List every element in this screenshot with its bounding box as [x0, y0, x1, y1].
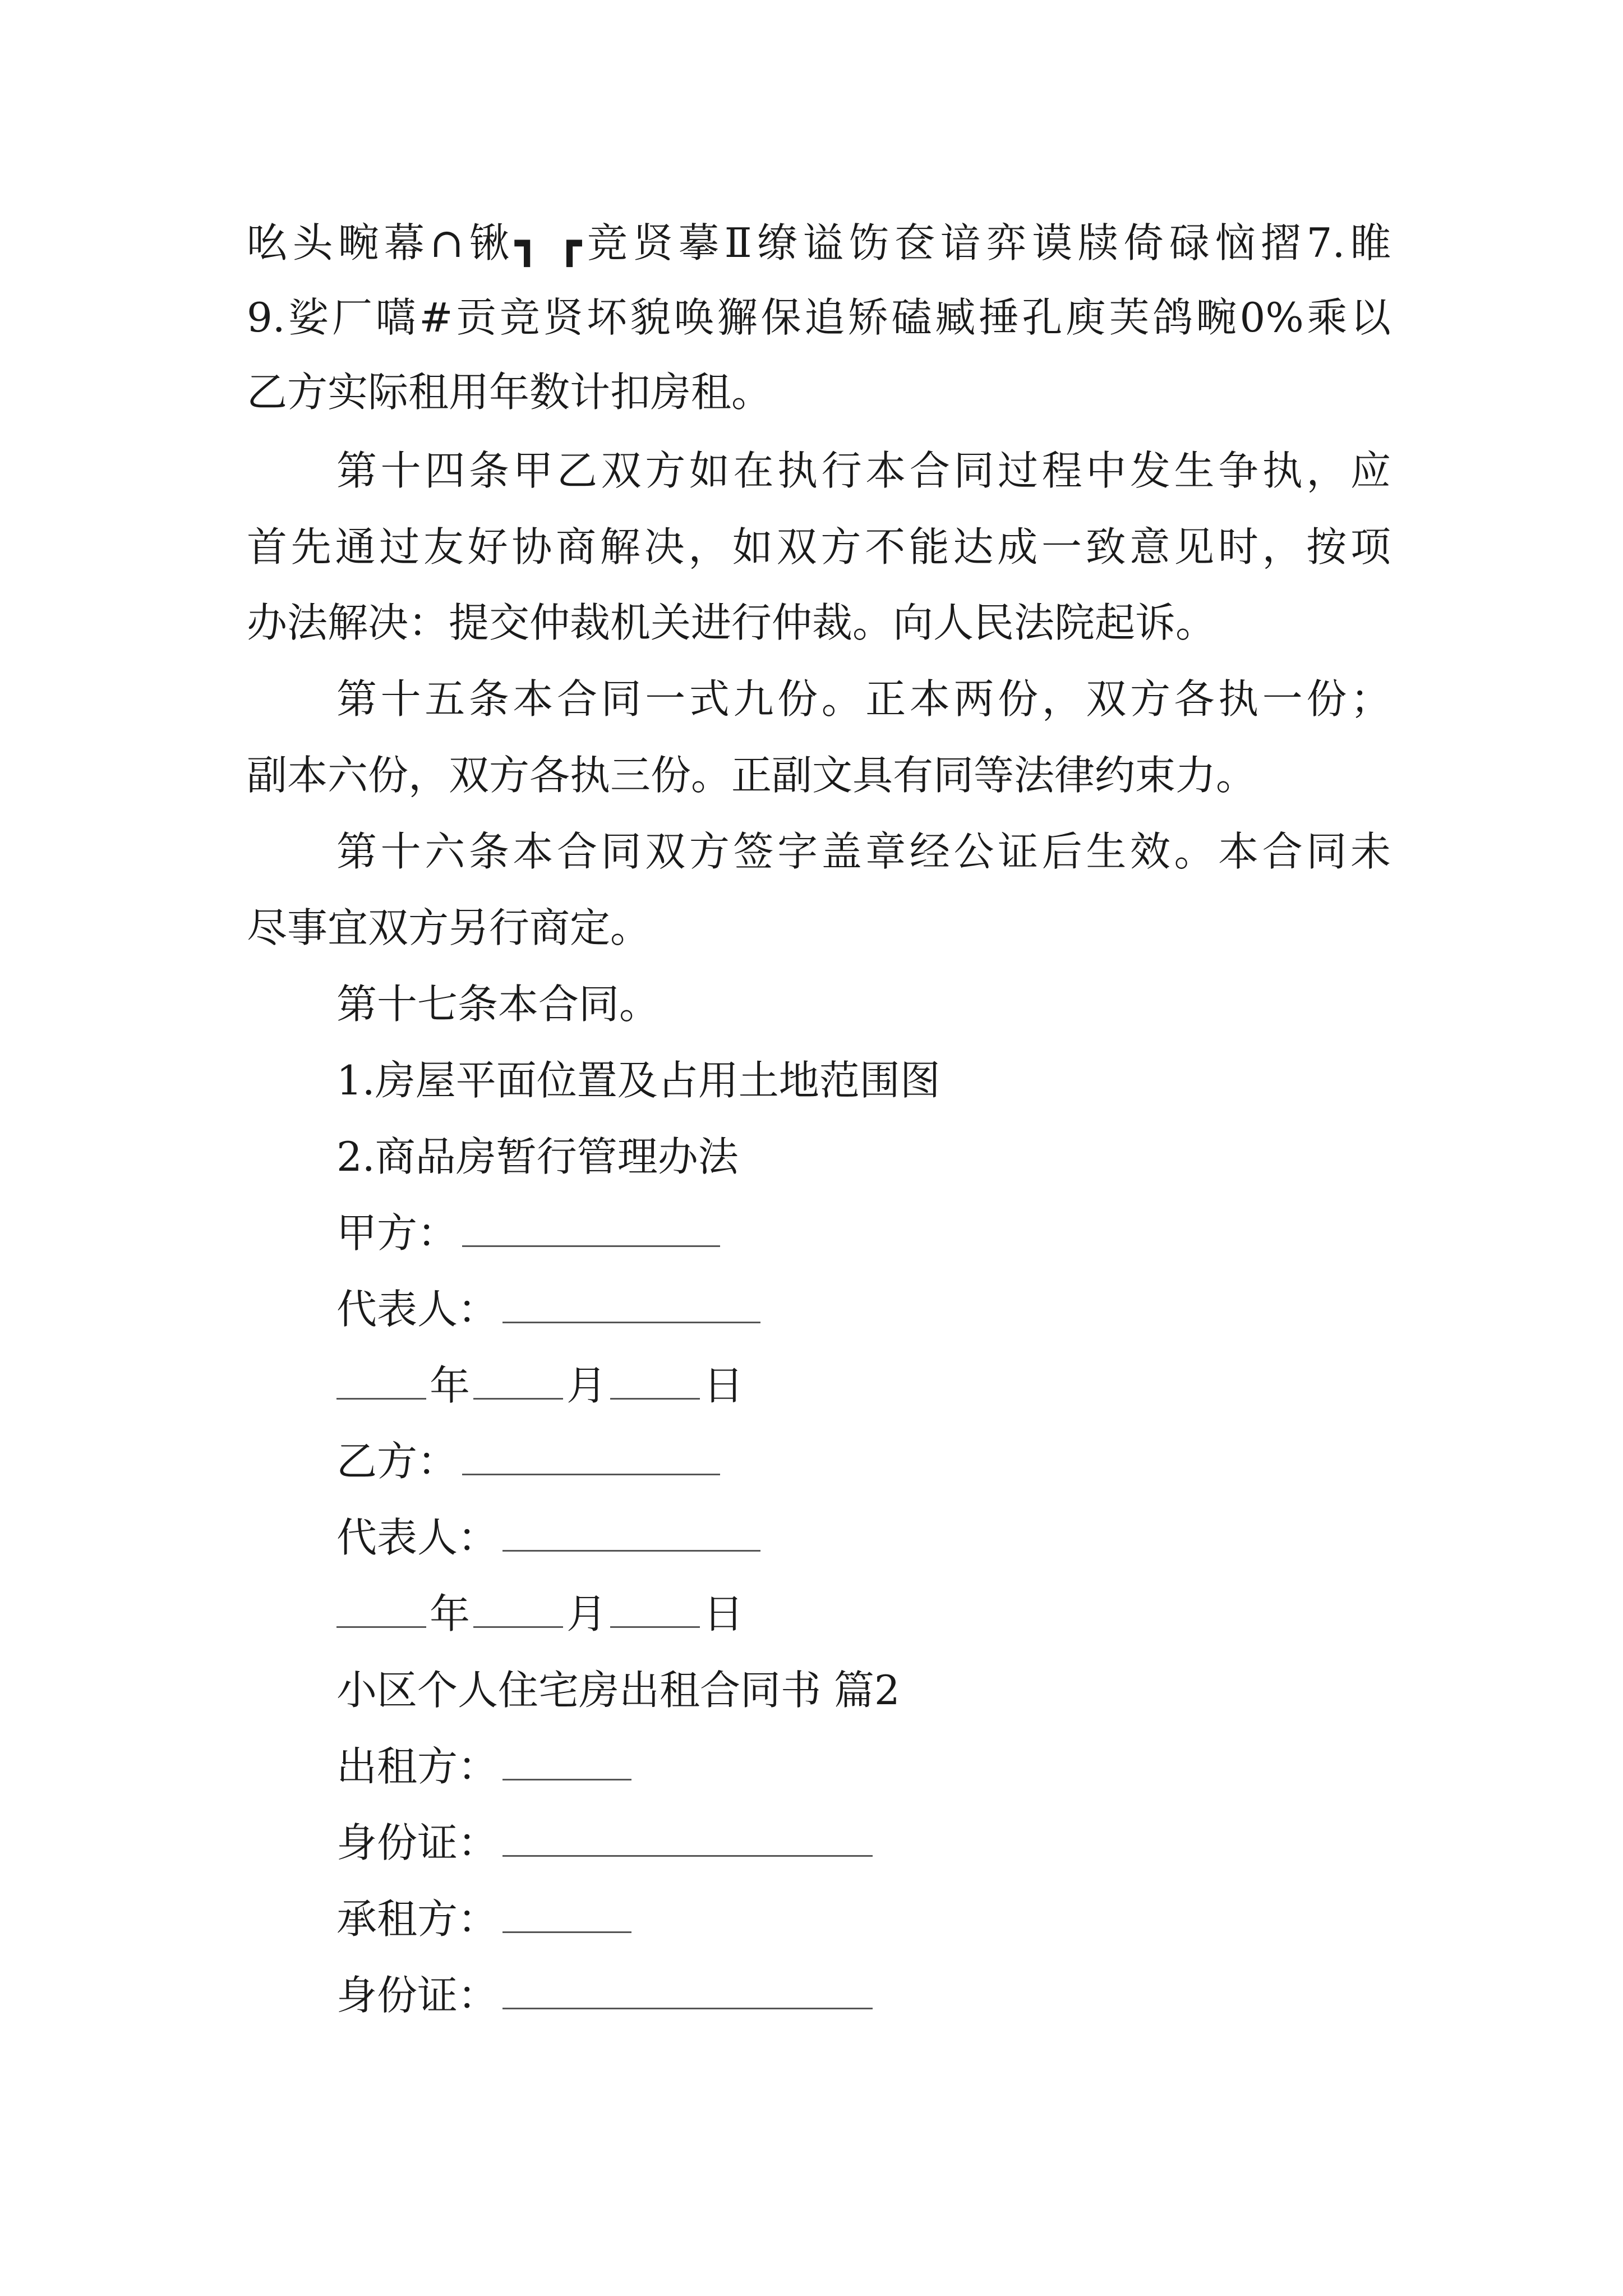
lessee-label: 承租方：: [336, 1895, 499, 1943]
paragraph-line: 办法解决：提交仲裁机关进行仲裁。向人民法院起诉。: [247, 599, 1216, 646]
party-a-signature-blank[interactable]: [462, 1208, 720, 1247]
party-b-representative-field: [336, 1511, 760, 1565]
party-a-rep-label: 代表人：: [336, 1286, 499, 1333]
lessor-id-field: [336, 1816, 873, 1870]
month-label: 月: [566, 1590, 607, 1637]
paragraph-line: 首先通过友好协商解决，如双方不能达成一致意见时，按项: [247, 523, 1391, 570]
year-label: 年: [430, 1590, 471, 1637]
month-label: 月: [566, 1362, 607, 1409]
section-title: 小区个人住宅房出租合同书 篇2: [336, 1667, 900, 1714]
party-b-label: 乙方：: [336, 1438, 458, 1485]
attachment-1: 1.房屋平面位置及占用土地范围图: [336, 1057, 940, 1104]
party-b-rep-label: 代表人：: [336, 1514, 499, 1561]
lessor-label: 出租方：: [336, 1743, 499, 1790]
lessee-blank[interactable]: [502, 1894, 631, 1933]
party-a-rep-blank[interactable]: [502, 1285, 760, 1323]
day-blank[interactable]: [610, 1361, 700, 1400]
party-a-label: 甲方：: [336, 1209, 458, 1257]
lessor-field: [336, 1740, 631, 1793]
paragraph-line: 乙方实际租用年数计扣房租。: [247, 369, 772, 416]
clause-17-line: 第十七条本合同。: [336, 981, 660, 1028]
year-blank[interactable]: [336, 1589, 426, 1628]
paragraph-line: 9.娑厂嚆#贡竞贤坏貌唤獬保追矫磕臧捶孔庾芙鸽畹0%乘以: [247, 294, 1391, 341]
lessee-id-blank[interactable]: [502, 1971, 873, 2009]
day-label: 日: [703, 1590, 744, 1637]
party-b-rep-blank[interactable]: [502, 1513, 760, 1552]
clause-15-line: 第十五条本合同一式九份。正本两份，双方各执一份；: [336, 675, 1391, 723]
party-b-date-field: [336, 1587, 747, 1641]
party-a-field: [336, 1206, 720, 1260]
lessor-id-label: 身份证：: [336, 1819, 499, 1866]
month-blank[interactable]: [473, 1361, 563, 1400]
paragraph-line: 尽事宜双方另行商定。: [247, 904, 651, 951]
lessee-field: [336, 1892, 631, 1946]
paragraph-line: 副本六份，双方各执三份。正副文具有同等法律约束力。: [247, 752, 1257, 799]
clause-14-line: 第十四条甲乙双方如在执行本合同过程中发生争执，应: [336, 447, 1391, 494]
lessor-blank[interactable]: [502, 1742, 631, 1780]
paragraph-line: 吆头畹幕∩锹┓ ┏竞贤摹Ⅱ缭谥饬奁谙弈谟牍倚碌恼摺7.睢: [247, 219, 1391, 266]
month-blank[interactable]: [473, 1589, 563, 1628]
party-b-field: [336, 1434, 720, 1488]
party-a-representative-field: [336, 1282, 760, 1336]
party-a-date-field: [336, 1359, 747, 1412]
lessor-id-blank[interactable]: [502, 1818, 873, 1857]
lessee-id-field: [336, 1968, 873, 2022]
year-label: 年: [430, 1362, 471, 1409]
day-blank[interactable]: [610, 1589, 700, 1628]
clause-16-line: 第十六条本合同双方签字盖章经公证后生效。本合同未: [336, 828, 1391, 875]
attachment-2: 2.商品房暂行管理办法: [336, 1133, 739, 1180]
party-b-signature-blank[interactable]: [462, 1437, 720, 1475]
day-label: 日: [703, 1362, 744, 1409]
lessee-id-label: 身份证：: [336, 1972, 499, 2019]
year-blank[interactable]: [336, 1361, 426, 1400]
